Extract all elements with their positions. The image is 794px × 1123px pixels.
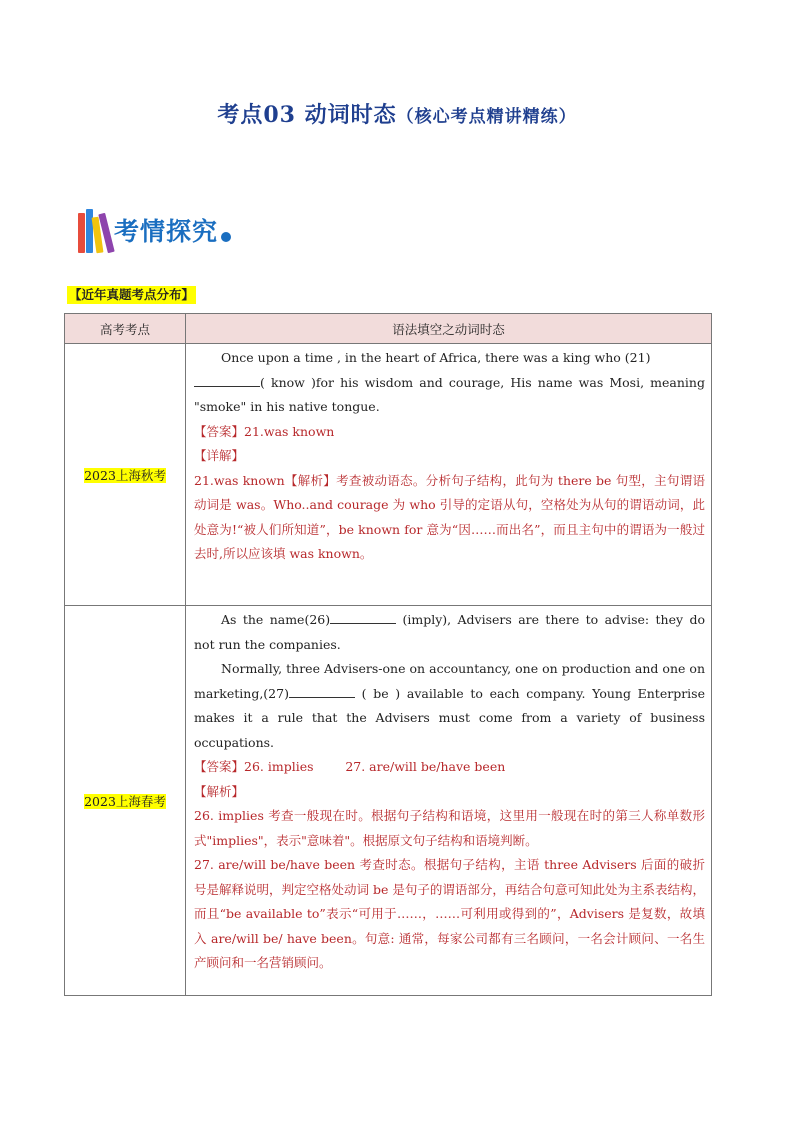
header-topic: 语法填空之动词时态	[186, 314, 712, 344]
exam-label: 2023上海春考	[84, 793, 166, 809]
content-cell	[186, 344, 712, 606]
answer-label: 【答案】	[194, 423, 245, 439]
passage-part: ( be ) available to each company. Young Enterprise makes it a rule that the Advisers must come from a variety of business occupations.	[194, 685, 705, 750]
table-row	[65, 344, 712, 606]
explanation-text: 27. are/will be/have been 考查时态。根据句子结构，主语 three Advisers 后面的破折号是解释说明，判定空格处动词 be 是句子的谓语部分，再结合句意可知此处为主系表结构，而且“be available to”表示“可用于……，……可利用或得到的”，Advisers 是复数，故填入 are/will be/ have been。句意: 通常，每家公司都有三名顾问，一名会计顾问、一名生产顾问和一名营销顾问。	[194, 857, 705, 970]
answer-line	[194, 420, 705, 445]
table-header-row	[65, 314, 712, 344]
answer-line	[194, 755, 705, 780]
books-icon	[78, 207, 112, 253]
content-cell	[186, 606, 712, 996]
title-main: 考点03 动词时态	[217, 102, 397, 128]
answer-value: 26. implies 27. are/will be/have been	[244, 759, 506, 774]
exam-cell	[65, 606, 186, 996]
answer-label: 【答案】	[194, 759, 245, 774]
explanation-text: 26. implies 考查一般现在时。根据句子结构和语境，这里用一般现在时的第三人称单数形式"implies"，表示"意味着"。根据原文句子结构和语境判断。	[194, 808, 705, 848]
passage-text	[194, 608, 705, 657]
section-label: 【近年真题考点分布】	[69, 287, 195, 302]
passage-part: Normally, three Advisers-one on accountancy, one on production and one on marketing,(27)	[194, 661, 705, 701]
passage-part: (imply), Advisers are there to advise: they do not run the companies.	[194, 612, 705, 652]
answer-blank	[289, 683, 355, 698]
detail-label: 【解析】	[194, 783, 245, 799]
answer-blank	[330, 609, 396, 624]
exam-cell	[65, 344, 186, 606]
answer-value: 21.was known	[244, 423, 335, 439]
passage-text	[194, 657, 705, 755]
detail-label: 【详解】	[194, 448, 245, 463]
exam-label: 2023上海秋考	[84, 467, 166, 483]
explanation-text: 21.was known【解析】考查被动语态。分析句子结构，此句为 there be 句型，主句谓语动词是 was。Who..and courage 为 who 引导的定语从句，空格处为从句的谓语动词，此处意为!“被人们所知道”，be known for 意为“因……而出名”，而且主句中的谓语为一般过去时,所以应该填 was known。	[194, 472, 705, 561]
table-row	[65, 606, 712, 996]
section-logo	[78, 206, 231, 254]
passage-continuation: ( know )for his wisdom and courage, His name was Mosi, meaning "smoke" in his native tongue.	[194, 374, 705, 414]
passage-line: Once upon a time , in the heart of Africa, there was a king who (21)	[221, 350, 651, 365]
logo-text: 考情探究	[114, 217, 219, 246]
passage-text	[194, 371, 705, 420]
dot-icon	[221, 232, 231, 242]
answer-blank	[194, 372, 260, 387]
passage-part: As the name(26)	[221, 612, 331, 627]
title-sub: （核心考点精讲精练）	[396, 107, 577, 127]
page-title	[0, 98, 794, 129]
exam-table	[64, 313, 712, 996]
header-exam: 高考考点	[65, 314, 186, 344]
